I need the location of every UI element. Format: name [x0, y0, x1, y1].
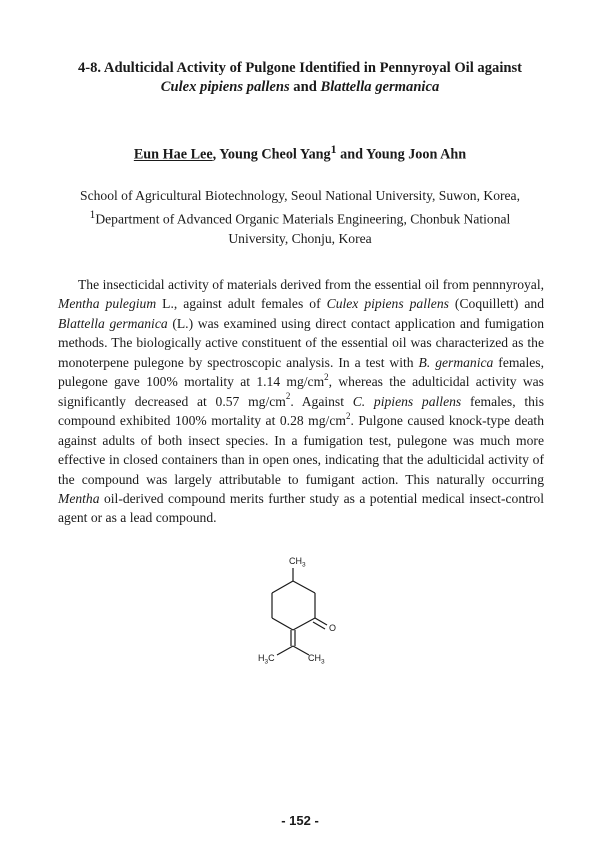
abstract-superscript: 2 — [324, 371, 329, 382]
title-species-2: Blattella germanica — [320, 79, 440, 95]
author-text-b: and Young Joon Ahn — [336, 146, 467, 163]
title-line-1: 4-8. Adulticidal Activity of Pulgone Identified in Pennyroyal Oil against — [77, 60, 523, 76]
affiliation-text-2: Department of Advanced Organic Materials Engineering, Chonbuk National — [95, 211, 511, 227]
abstract-text: . Pulgone caused knock-type death against adults of both insect species. In a fumigation test, pulegone was much more effective in closed containers than in open ones, indicating that the adulticidal activity of the compound was largely attributable to fumigant action. This naturally occurring — [58, 413, 544, 487]
ring-bond — [293, 618, 315, 630]
abstract-text: . Against — [290, 393, 353, 409]
abstract-italic: Mentha pulegium — [58, 296, 157, 312]
abstract-text: L., against adult females of — [156, 296, 327, 312]
pulegone-structure — [255, 550, 355, 675]
ring-bond — [293, 581, 315, 593]
author-text-a: , Young Cheol Yang — [212, 146, 331, 163]
abstract-paragraph — [58, 275, 544, 528]
abstract-text: females, pulegone gave 100% mortality at 1.14 mg/cm — [58, 354, 544, 390]
ring-bond — [272, 618, 293, 630]
affiliation-line-2 — [50, 206, 550, 229]
methyl-label-left: $H_3C$ — [258, 653, 275, 666]
ring-bond — [272, 581, 293, 593]
abstract-text: (L.) was examined using direct contact application and fumigation methods. The biologically active constituent of the essential oil was characterized as the monoterpene pulegone by spectroscopic analysis. In a test with — [58, 315, 544, 370]
abstract-text: The insecticidal activity of materials derived from the essential oil from pennnyroyal, — [78, 277, 544, 292]
methyl-label-right: $CH_3$ — [308, 653, 325, 666]
affiliation-block — [50, 186, 550, 248]
abstract-italic: Culex pipiens pallens — [326, 296, 449, 312]
abstract-superscript: 2 — [285, 391, 291, 402]
author-superscript: 1 — [330, 142, 337, 156]
abstract-italic: Mentha — [58, 490, 100, 506]
title-species-1: Culex pipiens pallens — [160, 79, 290, 95]
abstract-italic: Blattella germanica — [58, 315, 168, 331]
abstract-text: (Coquillett) and — [448, 296, 544, 312]
affiliation-line-3: University, Chonju, Korea — [228, 230, 372, 246]
isopropylidene-bond-right — [293, 646, 309, 655]
presenting-author: Eun Hae Lee — [133, 146, 213, 163]
oxygen-label: O — [329, 623, 337, 633]
affiliation-line-1: School of Agricultural Biotechnology, Seoul National University, Suwon, Korea, — [80, 188, 520, 203]
isopropylidene-bond-left — [277, 646, 293, 655]
abstract-italic: C. pipiens pallens — [352, 393, 462, 409]
ring-bonds — [272, 568, 327, 655]
title-line-2 — [40, 78, 560, 97]
methyl-label-top: $CH_3$ — [289, 556, 306, 569]
title-and: and — [289, 79, 321, 95]
paper-title — [40, 59, 560, 97]
affiliation-superscript: 1 — [89, 208, 96, 221]
author-list — [40, 139, 560, 165]
page-number: - 152 - — [281, 813, 319, 828]
abstract-text: oil-derived compound merits further study as a potential medical insect-control agent or as a lead compound. — [58, 490, 544, 526]
abstract-italic: B. germanica — [418, 354, 494, 370]
abstract-text: females, this compound exhibited 100% mortality at 0.28 mg/cm — [58, 393, 544, 429]
abstract-text: , whereas the adulticidal activity was significantly decreased at 0.57 mg/cm — [58, 374, 544, 409]
abstract-superscript: 2 — [345, 410, 351, 421]
